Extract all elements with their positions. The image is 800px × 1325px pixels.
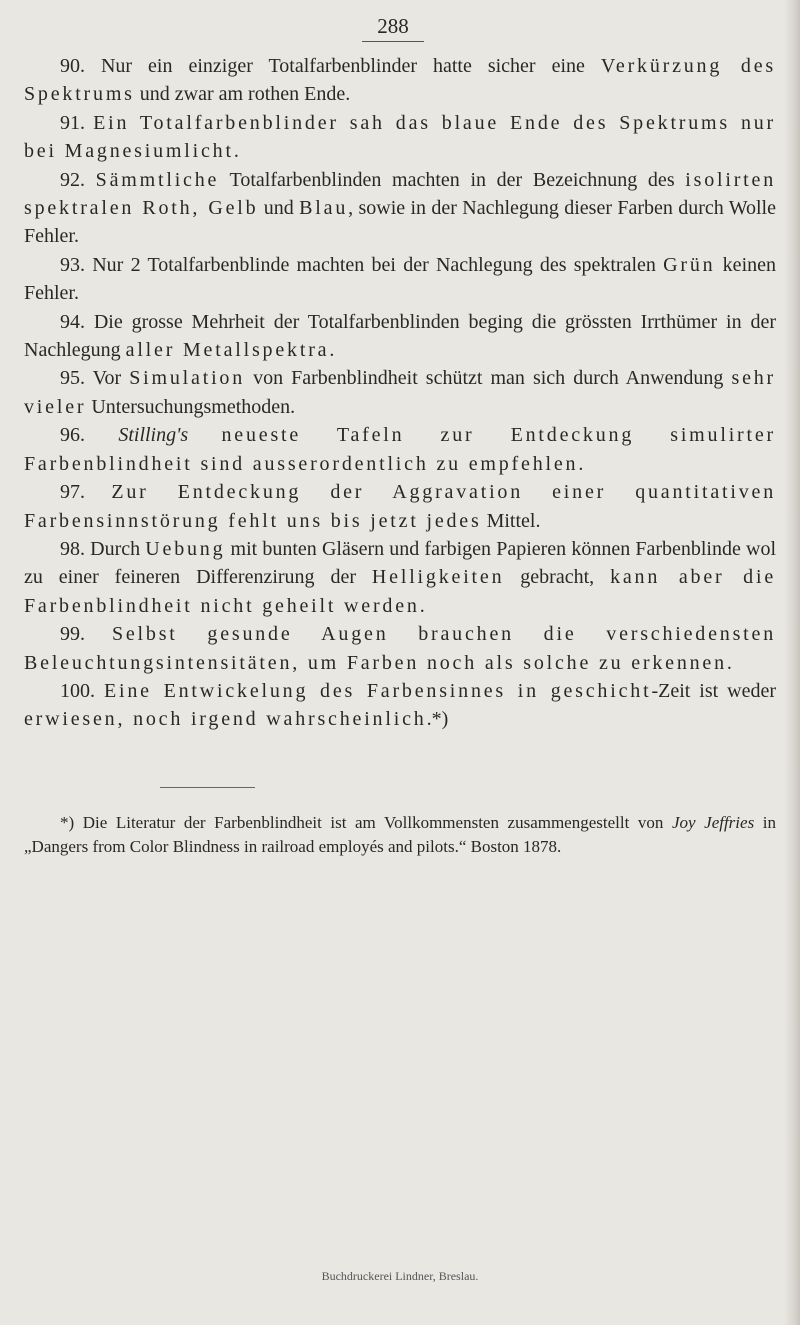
paragraph-97: 97. Zur Entdeckung der Aggravation einer quantitativen Farbensinnstörung fehlt uns bis jetzt jedes Mittel. <box>24 481 777 532</box>
paragraph-93: 93. Nur 2 Totalfarbenblinde machten bei der Nachlegung des spektralen Grün keinen Fehler. <box>24 253 776 305</box>
page-number: 288 <box>362 14 424 42</box>
paragraph-94: 94. Die grosse Mehrheit der Totalfarbenblinden beging die grössten Irrthümer in der Nachlegung aller Metallspektra. <box>24 310 776 362</box>
paragraph-96: 96. Stilling's neueste Tafeln zur Entdeckung simulirter Farbenblindheit sind ausserordentlich zu empfehlen. <box>24 424 777 475</box>
paragraph-91: 91. Ein Totalfarbenblinder sah das blaue Ende des Spektrums nur bei Magnesiumlicht. <box>24 111 776 163</box>
printer-imprint: Buchdruckerei Lindner, Breslau. <box>321 1269 479 1283</box>
body-text <box>24 52 776 734</box>
paragraph-95: 95. Vor Simulation von Farbenblindheit schützt man sich durch Anwendung sehr vieler Untersuchungsmethoden. <box>24 367 777 418</box>
paragraph-99: 99. Selbst gesunde Augen brauchen die verschiedensten Beleuchtungsintensitäten, um Farben noch als solche zu erkennen. <box>24 623 776 674</box>
scan-edge-shadow <box>784 0 800 1325</box>
footnote-rule <box>160 787 255 788</box>
paragraph-90: 90. Nur ein einziger Totalfarbenblinder hatte sicher eine Verkürzung des Spektrums und zwar am rothen Ende. <box>24 55 776 106</box>
paragraph-100: 100. Eine Entwickelung des Farbensinnes in geschicht-Zeit ist weder erwiesen, noch irgend wahrscheinlich.*) <box>24 679 776 731</box>
paragraph-92: 92. Sämmtliche Totalfarbenblinden machten in der Bezeichnung des isolirten spektralen Roth, Gelb und Blau, sowie in der Nachlegung dieser Farben durch Wolle Fehler. <box>24 168 777 248</box>
paragraph-98: 98. Durch Uebung mit bunten Gläsern und farbigen Papieren können Farbenblinde wol zu einer feineren Differenzirung der Helligkeiten gebracht, kann aber die Farbenblindheit nicht geheilt werden. <box>24 537 777 617</box>
footnote: *) Die Literatur der Farbenblindheit ist am Vollkommensten zusammengestellt von Joy Jeffries in „Dangers from Color Blindness in railroad employés and pilots.“ Boston 1878. <box>24 813 776 856</box>
